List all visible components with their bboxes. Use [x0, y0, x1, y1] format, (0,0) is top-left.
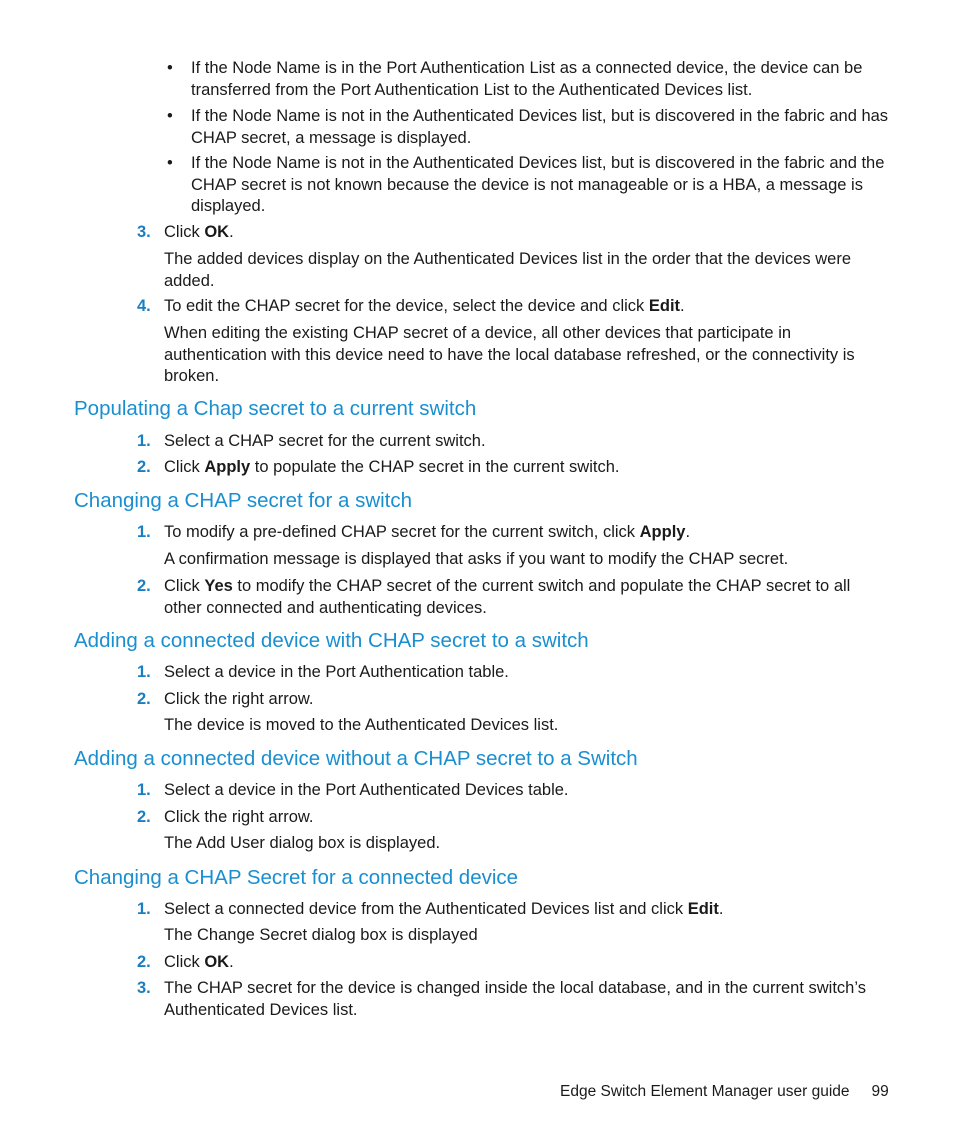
step-text: .: [229, 953, 234, 971]
step-text: Click: [164, 577, 205, 595]
step-note: The device is moved to the Authenticated Devices list.: [164, 716, 559, 734]
step-item: [137, 457, 889, 479]
step-item: [137, 807, 889, 829]
step-number: 1.: [137, 523, 151, 541]
step-item: [137, 689, 889, 711]
step-number: 2.: [137, 458, 151, 476]
step-number: 1.: [137, 781, 151, 799]
bullet-item: [167, 106, 891, 149]
step-bold: OK: [204, 953, 230, 971]
step-number: 2.: [137, 690, 151, 708]
step-text: to populate the CHAP secret in the current switch.: [250, 458, 620, 476]
step-number: 2.: [137, 808, 151, 826]
step-item: [137, 780, 889, 802]
step-note: The added devices display on the Authenticated Devices list in the order that the devices were added.: [164, 250, 851, 290]
step-item: [137, 662, 889, 684]
step-text: .: [229, 223, 234, 241]
step-note: The Add User dialog box is displayed.: [164, 834, 441, 852]
bullet-text: If the Node Name is in the Port Authentication List as a connected device, the device can be transferred from the Port Authentication List to the Authenticated Devices list.: [191, 59, 863, 99]
step-number: 1.: [137, 900, 151, 918]
step-bold: Apply: [204, 458, 251, 476]
section-heading: Adding a connected device without a CHAP secret to a Switch: [74, 747, 638, 770]
step-note: The Change Secret dialog box is displayed: [164, 926, 478, 944]
step-text: To edit the CHAP secret for the device, select the device and click: [164, 297, 649, 315]
step-text: Click the right arrow.: [164, 690, 314, 708]
page-number: 99: [871, 1083, 889, 1100]
step-text: Select a device in the Port Authentication table.: [164, 663, 509, 681]
step-text: To modify a pre-defined CHAP secret for the current switch, click: [164, 523, 640, 541]
step-number: 2.: [137, 577, 151, 595]
step-item: [137, 222, 889, 244]
step-item: [137, 296, 889, 318]
page-footer: [560, 1082, 889, 1102]
section-heading: Changing a CHAP secret for a switch: [74, 489, 413, 512]
step-note: When editing the existing CHAP secret of a device, all other devices that participate in authentication with this device need to have the local database refreshed, or the connectivity is broken.: [164, 324, 855, 385]
step-item: [137, 978, 889, 1021]
step-note: A confirmation message is displayed that asks if you want to modify the CHAP secret.: [164, 550, 789, 568]
step-bold: Edit: [687, 900, 719, 918]
step-text: .: [680, 297, 685, 315]
step-item: [137, 952, 889, 974]
bullet-item: [167, 58, 891, 101]
bullet-mark: •: [167, 154, 173, 172]
step-text: Select a device in the Port Authenticated Devices table.: [164, 781, 569, 799]
bullet-text: If the Node Name is not in the Authenticated Devices list, but is discovered in the fabric and the CHAP secret is not known because the device is not manageable or is a HBA, a message is displayed.: [191, 154, 885, 215]
step-text: Click: [164, 223, 205, 241]
step-item: [137, 431, 889, 453]
step-text: Click the right arrow.: [164, 808, 314, 826]
step-text: Click: [164, 953, 205, 971]
bullet-text: If the Node Name is not in the Authenticated Devices list, but is discovered in the fabric and has CHAP secret, a message is displayed.: [191, 107, 889, 147]
step-number: 1.: [137, 663, 151, 681]
step-text: The CHAP secret for the device is changed inside the local database, and in the current switch’s Authenticated Devices list.: [164, 979, 866, 1019]
step-number: 2.: [137, 953, 151, 971]
step-number: 3.: [137, 223, 151, 241]
step-item: [137, 576, 889, 619]
step-bold: OK: [204, 223, 230, 241]
step-number: 4.: [137, 297, 151, 315]
step-bold: Apply: [639, 523, 686, 541]
step-number: 1.: [137, 432, 151, 450]
step-item: [137, 899, 889, 921]
bullet-item: [167, 153, 891, 218]
bullet-mark: •: [167, 107, 173, 125]
footer-title: Edge Switch Element Manager user guide: [560, 1083, 850, 1100]
section-heading: Adding a connected device with CHAP secret to a switch: [74, 629, 589, 652]
step-text: Select a CHAP secret for the current switch.: [164, 432, 486, 450]
step-text: to modify the CHAP secret of the current switch and populate the CHAP secret to all other connected and authenticating devices.: [164, 577, 851, 617]
step-text: Select a connected device from the Authenticated Devices list and click: [164, 900, 688, 918]
step-text: .: [685, 523, 691, 541]
step-text: .: [718, 900, 724, 918]
step-text: Click: [164, 458, 205, 476]
step-bold: Edit: [648, 297, 681, 315]
section-heading: Changing a CHAP Secret for a connected device: [74, 866, 519, 889]
step-item: [137, 522, 889, 544]
step-number: 3.: [137, 979, 151, 997]
section-heading: Populating a Chap secret to a current switch: [74, 397, 477, 420]
bullet-mark: •: [167, 59, 173, 77]
step-bold: Yes: [204, 577, 233, 595]
